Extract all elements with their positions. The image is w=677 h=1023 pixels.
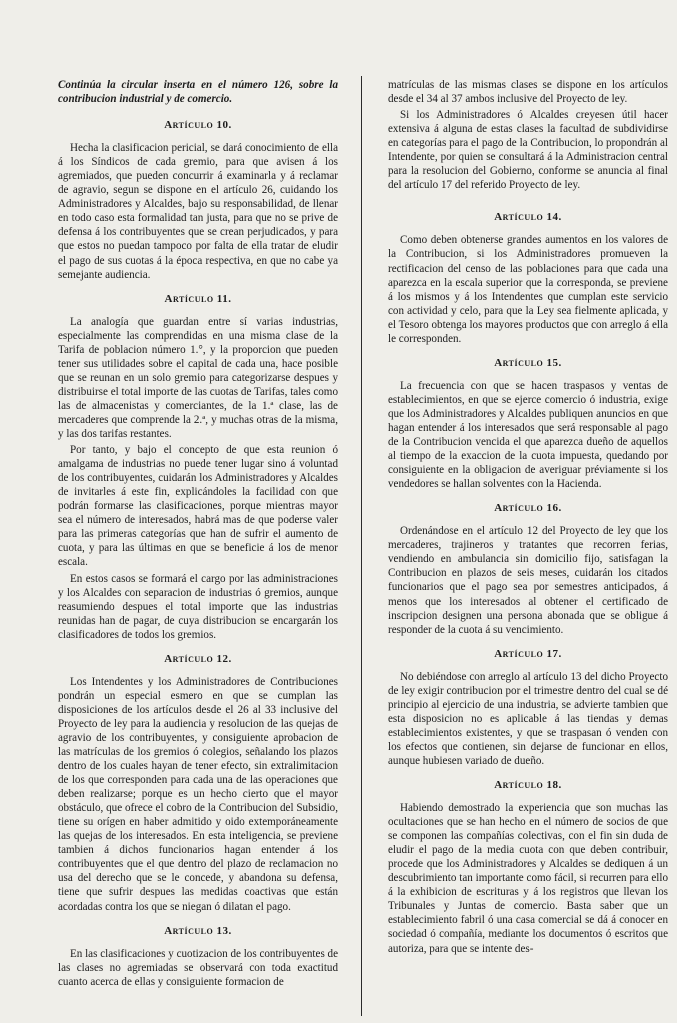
left-column	[58, 78, 338, 991]
article-13-heading: Artículo 13.	[164, 924, 232, 937]
right-column	[388, 78, 668, 958]
article-11-heading: Artículo 11.	[164, 292, 232, 305]
article-13-paragraph-1: En las clasificaciones y cuotizacion de los contribuyentes de las clases no agremiadas se observará con toda exactitud cuanto acerca de ellas y consiguiente formacion de	[58, 947, 339, 988]
article-18-paragraph: Habiendo demostrado la experiencia que son muchas las ocultaciones que se han hecho en el número de socios de que se componen las compañías colectivas, con el fin sin duda de eludir el pago de la media cuota con que deben contribuir, procede que los Administradores y Alcaldes se dediquen á un descubrimiento tan importante como fácil, si recurren para ello á la exhibicion de escrituras y á los registros que llevan los Tribunales y Juntas de comercio. Basta saber que un establecimiento fabril ó una casa comercial se dá á conocer en sociedad ó compañía, mediante los documentos ó escritos que autoriza, para que se intente des-	[388, 802, 668, 955]
article-14-paragraph: Como deben obtenerse grandes aumentos en los valores de la Contribucion, si los Administradores promueven la rectificacion del censo de las poblaciones para que cada una aparezca en la escala superior que la corresponda, se previene á los mismos y á los Intendentes que cumplan este servicio con actividad y celo, para que la Ley sea fielmente aplicada, y el Tesoro obtenga los mayores productos que con arreglo á ella le corresponden.	[388, 234, 668, 345]
article-12-heading: Artículo 12.	[164, 652, 232, 665]
article-15-heading: Artículo 15.	[494, 356, 562, 369]
article-15-paragraph: La frecuencia con que se hacen traspasos y ventas de establecimientos, en que se ejerce comercio ó industria, exige que los Administradores y Alcaldes publiquen anuncios en que hagan entender á los interesados que será responsable al pago de la Contribucion vencida el que aparezca dueño de aquellos al tiempo de la exaccion de la cuota impuesta, quedando por consiguiente en la obligacion de averiguar préviamente si los vendedores se hallan solventes con la Hacienda.	[388, 379, 668, 491]
column-divider	[361, 76, 362, 1016]
article-17-paragraph: No debiéndose con arreglo al artículo 13 del dicho Proyecto de ley exigir contribucion por el trimestre dentro del cual se dé principio al ejercicio de una industria, se advierte tambien que esta disposicion no es aplicable á las tiendas y demas establecimientos existentes, y que se traspasan ó venden con los efectos que contienen, sin dejarse de funcionar en ellos, aunque hubiesen variado de dueño.	[388, 670, 668, 767]
intro-note: Continúa la circular inserta en el número 126, sobre la contribucion industrial y de comercio.	[58, 79, 338, 106]
article-10-paragraph: Hecha la clasificacion pericial, se dará conocimiento de ella á los Síndicos de cada gremio, para que avisen á los agremiados, que pueden concurrir á examinarla y á reclamar de agravio, segun se dispone en el artículo 26, cuidando los Administradores y Alcaldes, bajo su responsabilidad, de llenar en todo caso esta formalidad tan justa, para que no se prive de defensa á los contribuyentes que se crean perjudicados, y para que estos no puedan tampoco por falta de ella tratar de eludir el pago de sus cuotas á la época respectiva, en que no cabe ya semejante audiencia.	[58, 142, 338, 281]
article-11-paragraph-2: Por tanto, y bajo el concepto de que esta reunion ó amalgama de industrias no puede tener lugar sino á voluntad de los contribuyentes, cuidarán los Administradores y Alcaldes de invitarles á este fin, explicándoles la facilidad con que podrán formarse las clasificaciones, porque mientras mayor sea el número de interesados, habrá mas de que poderse valer para las primeras categorías que han de sufrir el aumento de cuota, y para las últimas en que se beneficie á los de menor escala.	[58, 444, 338, 569]
article-17-heading: Artículo 17.	[494, 647, 562, 660]
article-11-paragraph-3: En estos casos se formará el cargo por las administraciones y los Alcaldes con separacion de industrias ó gremios, aunque reasumiendo despues el total importe que las industrias reunidas han de pagar, de cuya distribucion se encargarán los clasificadores de todos los gremios.	[58, 572, 338, 641]
article-14-heading: Artículo 14.	[494, 211, 562, 224]
article-13-continuation: matrículas de las mismas clases se dispone en los artículos desde el 34 al 37 ambos inclusive del Proyecto de ley.	[388, 79, 668, 106]
article-18-heading: Artículo 18.	[494, 779, 562, 792]
article-10-heading: Artículo 10.	[164, 119, 232, 132]
article-13-paragraph-2: Si los Administradores ó Alcaldes creyesen útil hacer extensiva á alguna de estas clases la facultad de subdividirse en categorías para el pago de la Contribucion, lo propondrán al Intendente, por quien se consultará á la Administracion central para la resolucion del Gobierno, conforme se anuncia al final del artículo 17 del referido Proyecto de ley.	[388, 109, 668, 192]
article-12-paragraph: Los Intendentes y los Administradores de Contribuciones pondrán un especial esmero en que se cumplan las disposiciones de los artículos desde el 26 al 33 inclusive del Proyecto de ley para la audiencia y resolucion de las quejas de agravio de los contribuyentes, y consiguiente aprobacion de las matrículas de los gremios ó colegios, señalando los plazos dentro de los cuales hayan de tener efecto, sin extralimitacion de los que corresponden para cada una de las operaciones que deben realizarse; porque es un hecho cierto que el mayor obstáculo, que ofrece el cobro de la Contribucion del Subsidio, tiene su orígen en haber admitido y oido extemporáneamente las quejas de los interesados. En esta inteligencia, se previene tambien á dichos funcionarios hagan entender á los contribuyentes que el que dentro del plazo de reclamacion no usa del derecho que se le concede, y abandona su defensa, tiene que sufrir despues las medidas coactivas que están acordadas contra los que se niegan ó dilatan el pago.	[58, 675, 338, 913]
article-16-heading: Artículo 16.	[494, 502, 562, 515]
article-11-paragraph-1: La analogía que guardan entre sí varias industrias, especialmente las comprendidas en una misma clase de la Tarifa de poblacion número 1.°, y la proporcion que pueden tener sus utilidades sobre el capital de cada una, hace posible que se reunan en un solo gremio para categorizarse despues y distribuirse el total importe de las cuotas de Tarifas, tales como las de almacenistas y comerciantes, de la 1.ª clase, las de mercaderes que comprende la 2.ª, y muchas otras de la misma, y las dos tarifas restantes.	[58, 315, 338, 441]
article-16-paragraph: Ordenándose en el artículo 12 del Proyecto de ley que los mercaderes, trajineros y tratantes que recorren ferias, vendiendo en ambulancia sin domicilio fijo, satisfagan la Contribucion en plazos de seis meses, cuidarán los citados funcionarios que el pago sea por semestres anticipados, á menos que los interesados al obtener el certificado de inscripcion designen una persona abonada que se obligue á responder de la cuota á su vencimiento.	[388, 525, 668, 636]
